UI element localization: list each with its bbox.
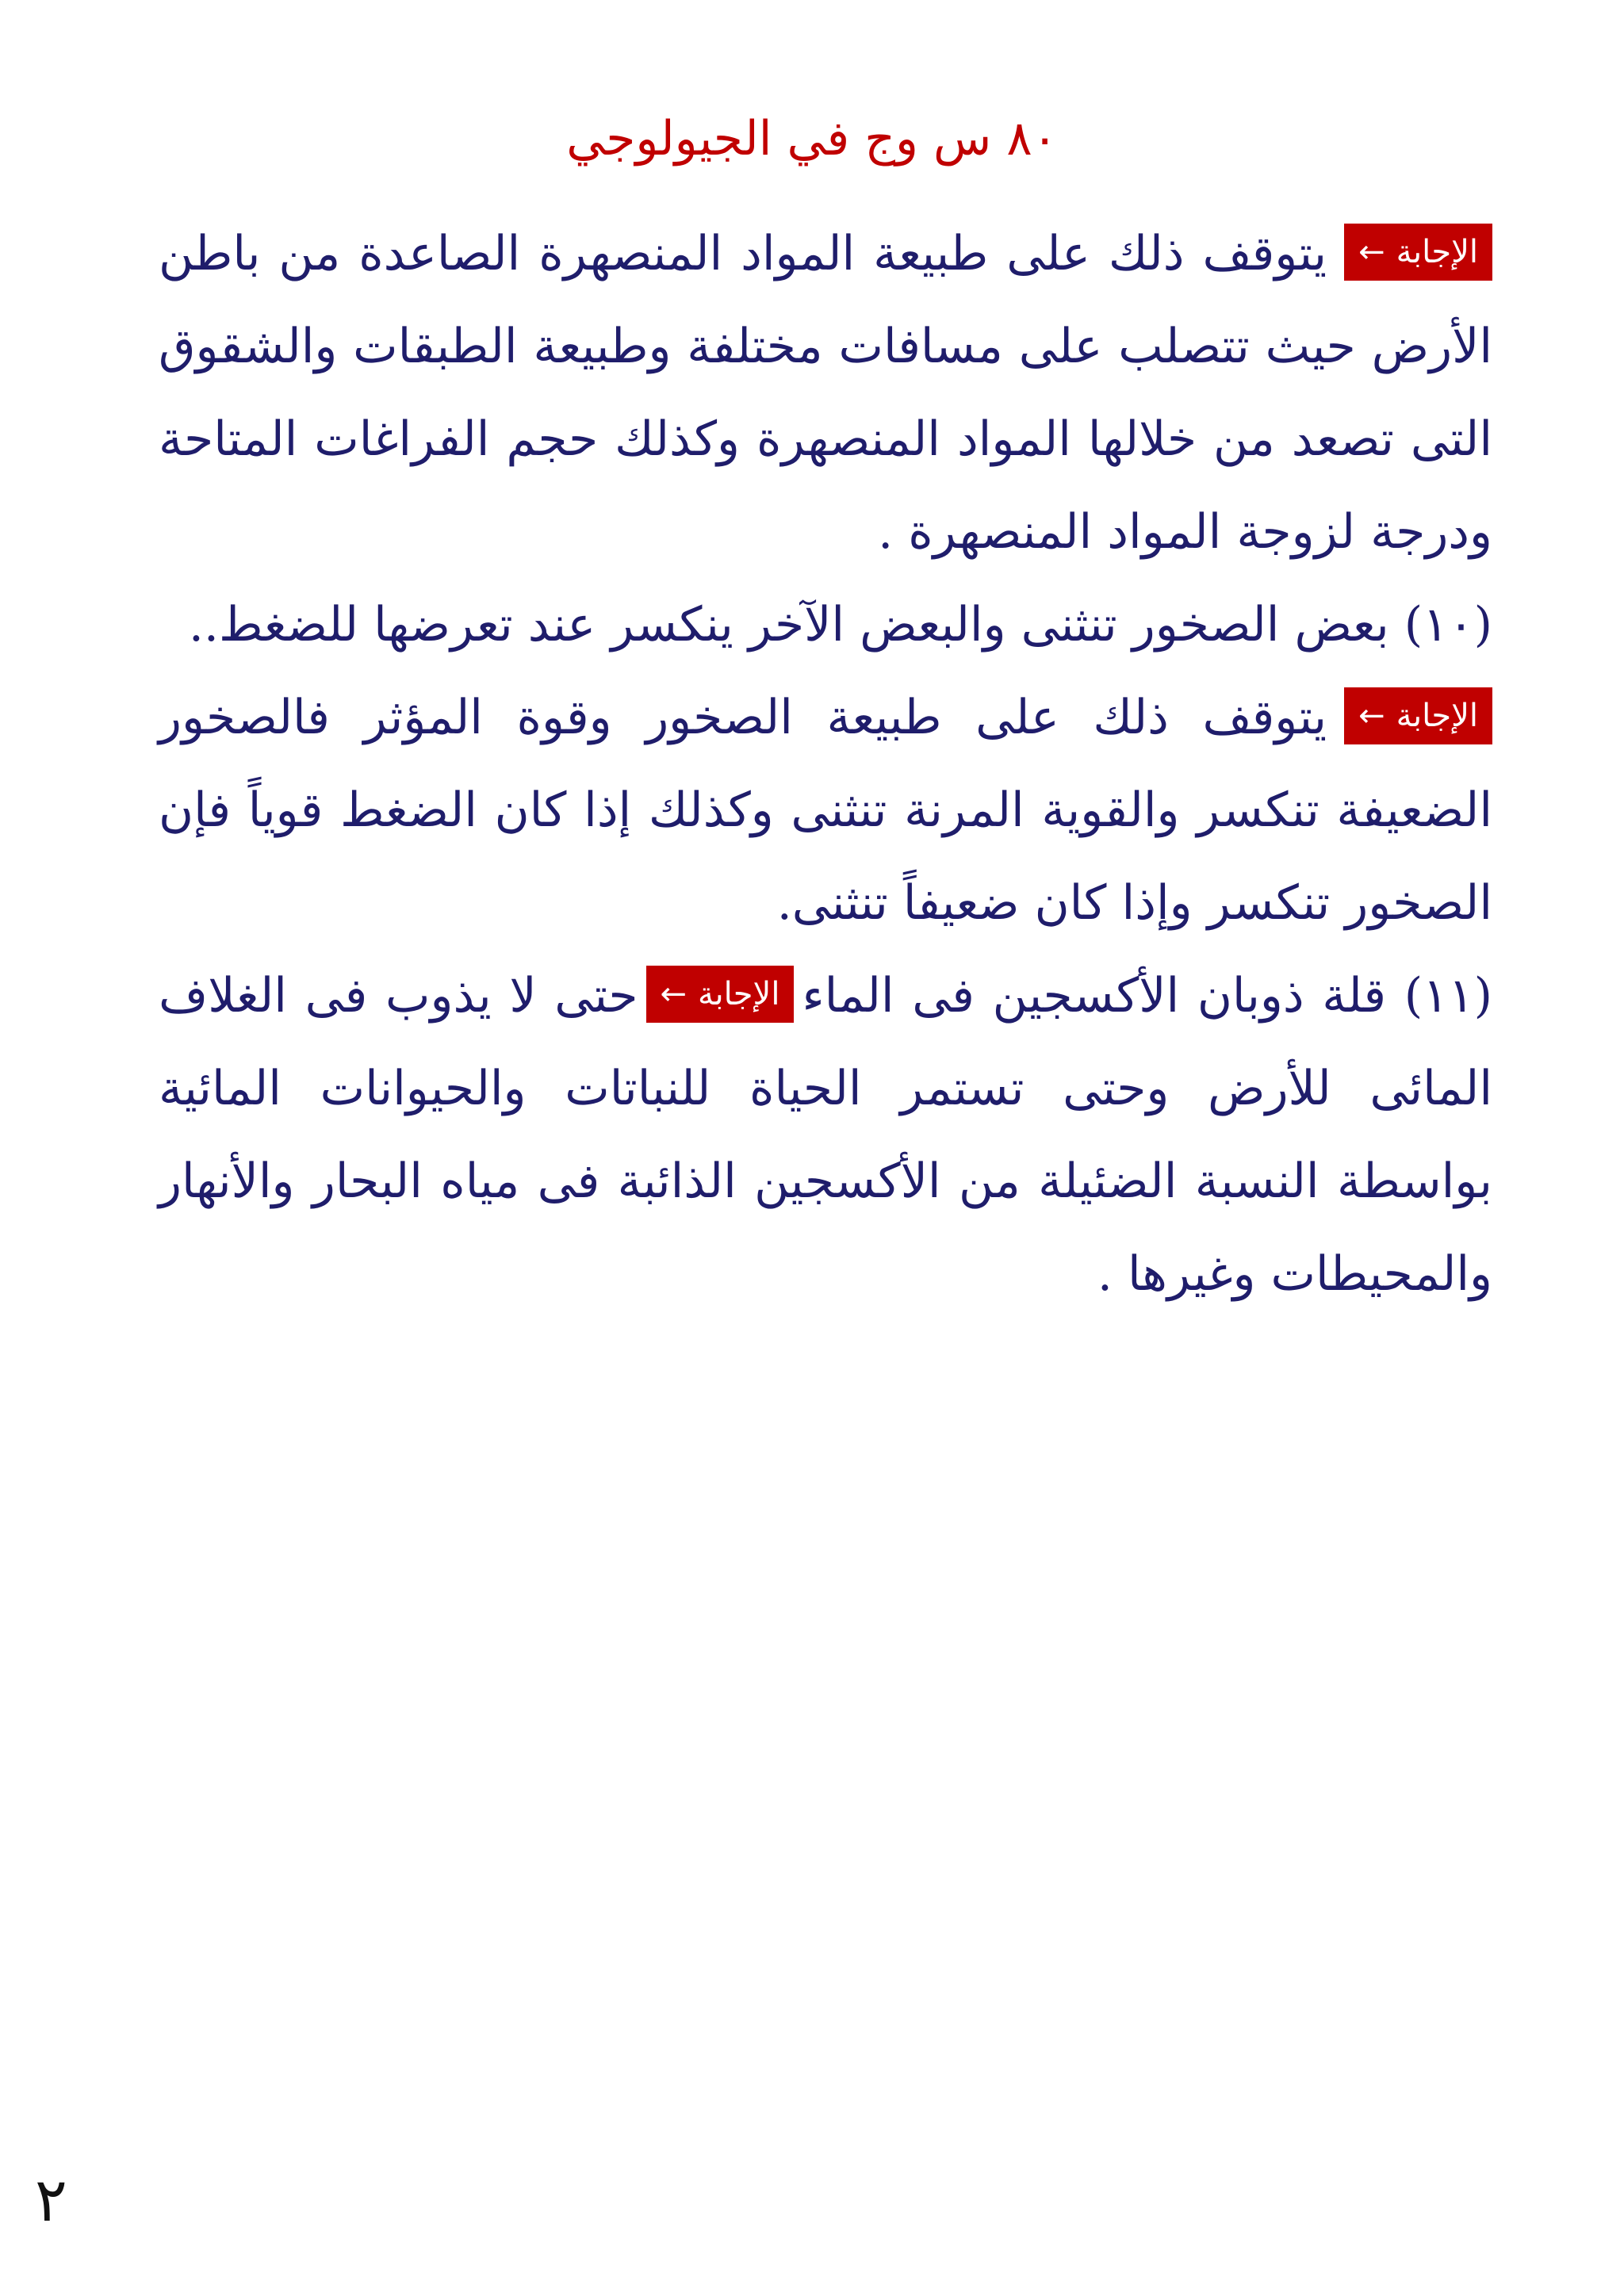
document-body <box>159 208 1492 1321</box>
arrow-left-icon: ← <box>660 976 688 1013</box>
answer-block-1 <box>159 208 1492 579</box>
answer-text: حتى لا يذوب فى الغلاف المائى للأرض وحتى تستمر الحياة للنباتات والحيوانات المائية بواسطة النسبة الضئيلة من الأكسجين الذائبة فى مياه البحار والأنهار والمحيطات وغيرها . <box>159 968 1492 1302</box>
question-text: (١١) قلة ذوبان الأكسجين فى الماء <box>802 968 1493 1024</box>
page-header-title: ٨٠ س وج في الجيولوجي <box>566 111 1058 166</box>
answer-text: يتوقف ذلك على طبيعة المواد المنصهرة الصاعدة من باطن الأرض حيث تتصلب على مسافات مختلفة وطبيعة الطبقات والشقوق التى تصعد من خلالها المواد المنصهرة وكذلك حجم الفراغات المتاحة ودرجة لزوجة المواد المنصهرة . <box>159 226 1492 560</box>
answer-badge-label: الإجابة <box>1396 698 1478 735</box>
question-answer-block-11 <box>159 950 1492 1321</box>
page-number: ٢ <box>35 2164 67 2235</box>
arrow-left-icon: ← <box>1358 234 1385 271</box>
answer-badge <box>1344 224 1492 281</box>
question-text: (١٠) بعض الصخور تنثنى والبعض الآخر ينكسر عند تعرضها للضغط.. <box>188 597 1492 652</box>
answer-badge-label: الإجابة <box>1396 234 1478 271</box>
answer-badge <box>1344 687 1492 744</box>
answer-badge-label: الإجابة <box>698 976 780 1013</box>
answer-block-10 <box>159 672 1492 950</box>
answer-text: يتوقف ذلك على طبيعة الصخور وقوة المؤثر فالصخور الضعيفة تنكسر والقوية المرنة تنثنى وكذلك إذا كان الضغط قوياً فإن الصخور تنكسر وإذا كان ضعيفاً تنثنى. <box>159 690 1492 931</box>
answer-badge <box>646 966 795 1023</box>
arrow-left-icon: ← <box>1358 698 1385 735</box>
question-block-10 <box>159 579 1492 672</box>
